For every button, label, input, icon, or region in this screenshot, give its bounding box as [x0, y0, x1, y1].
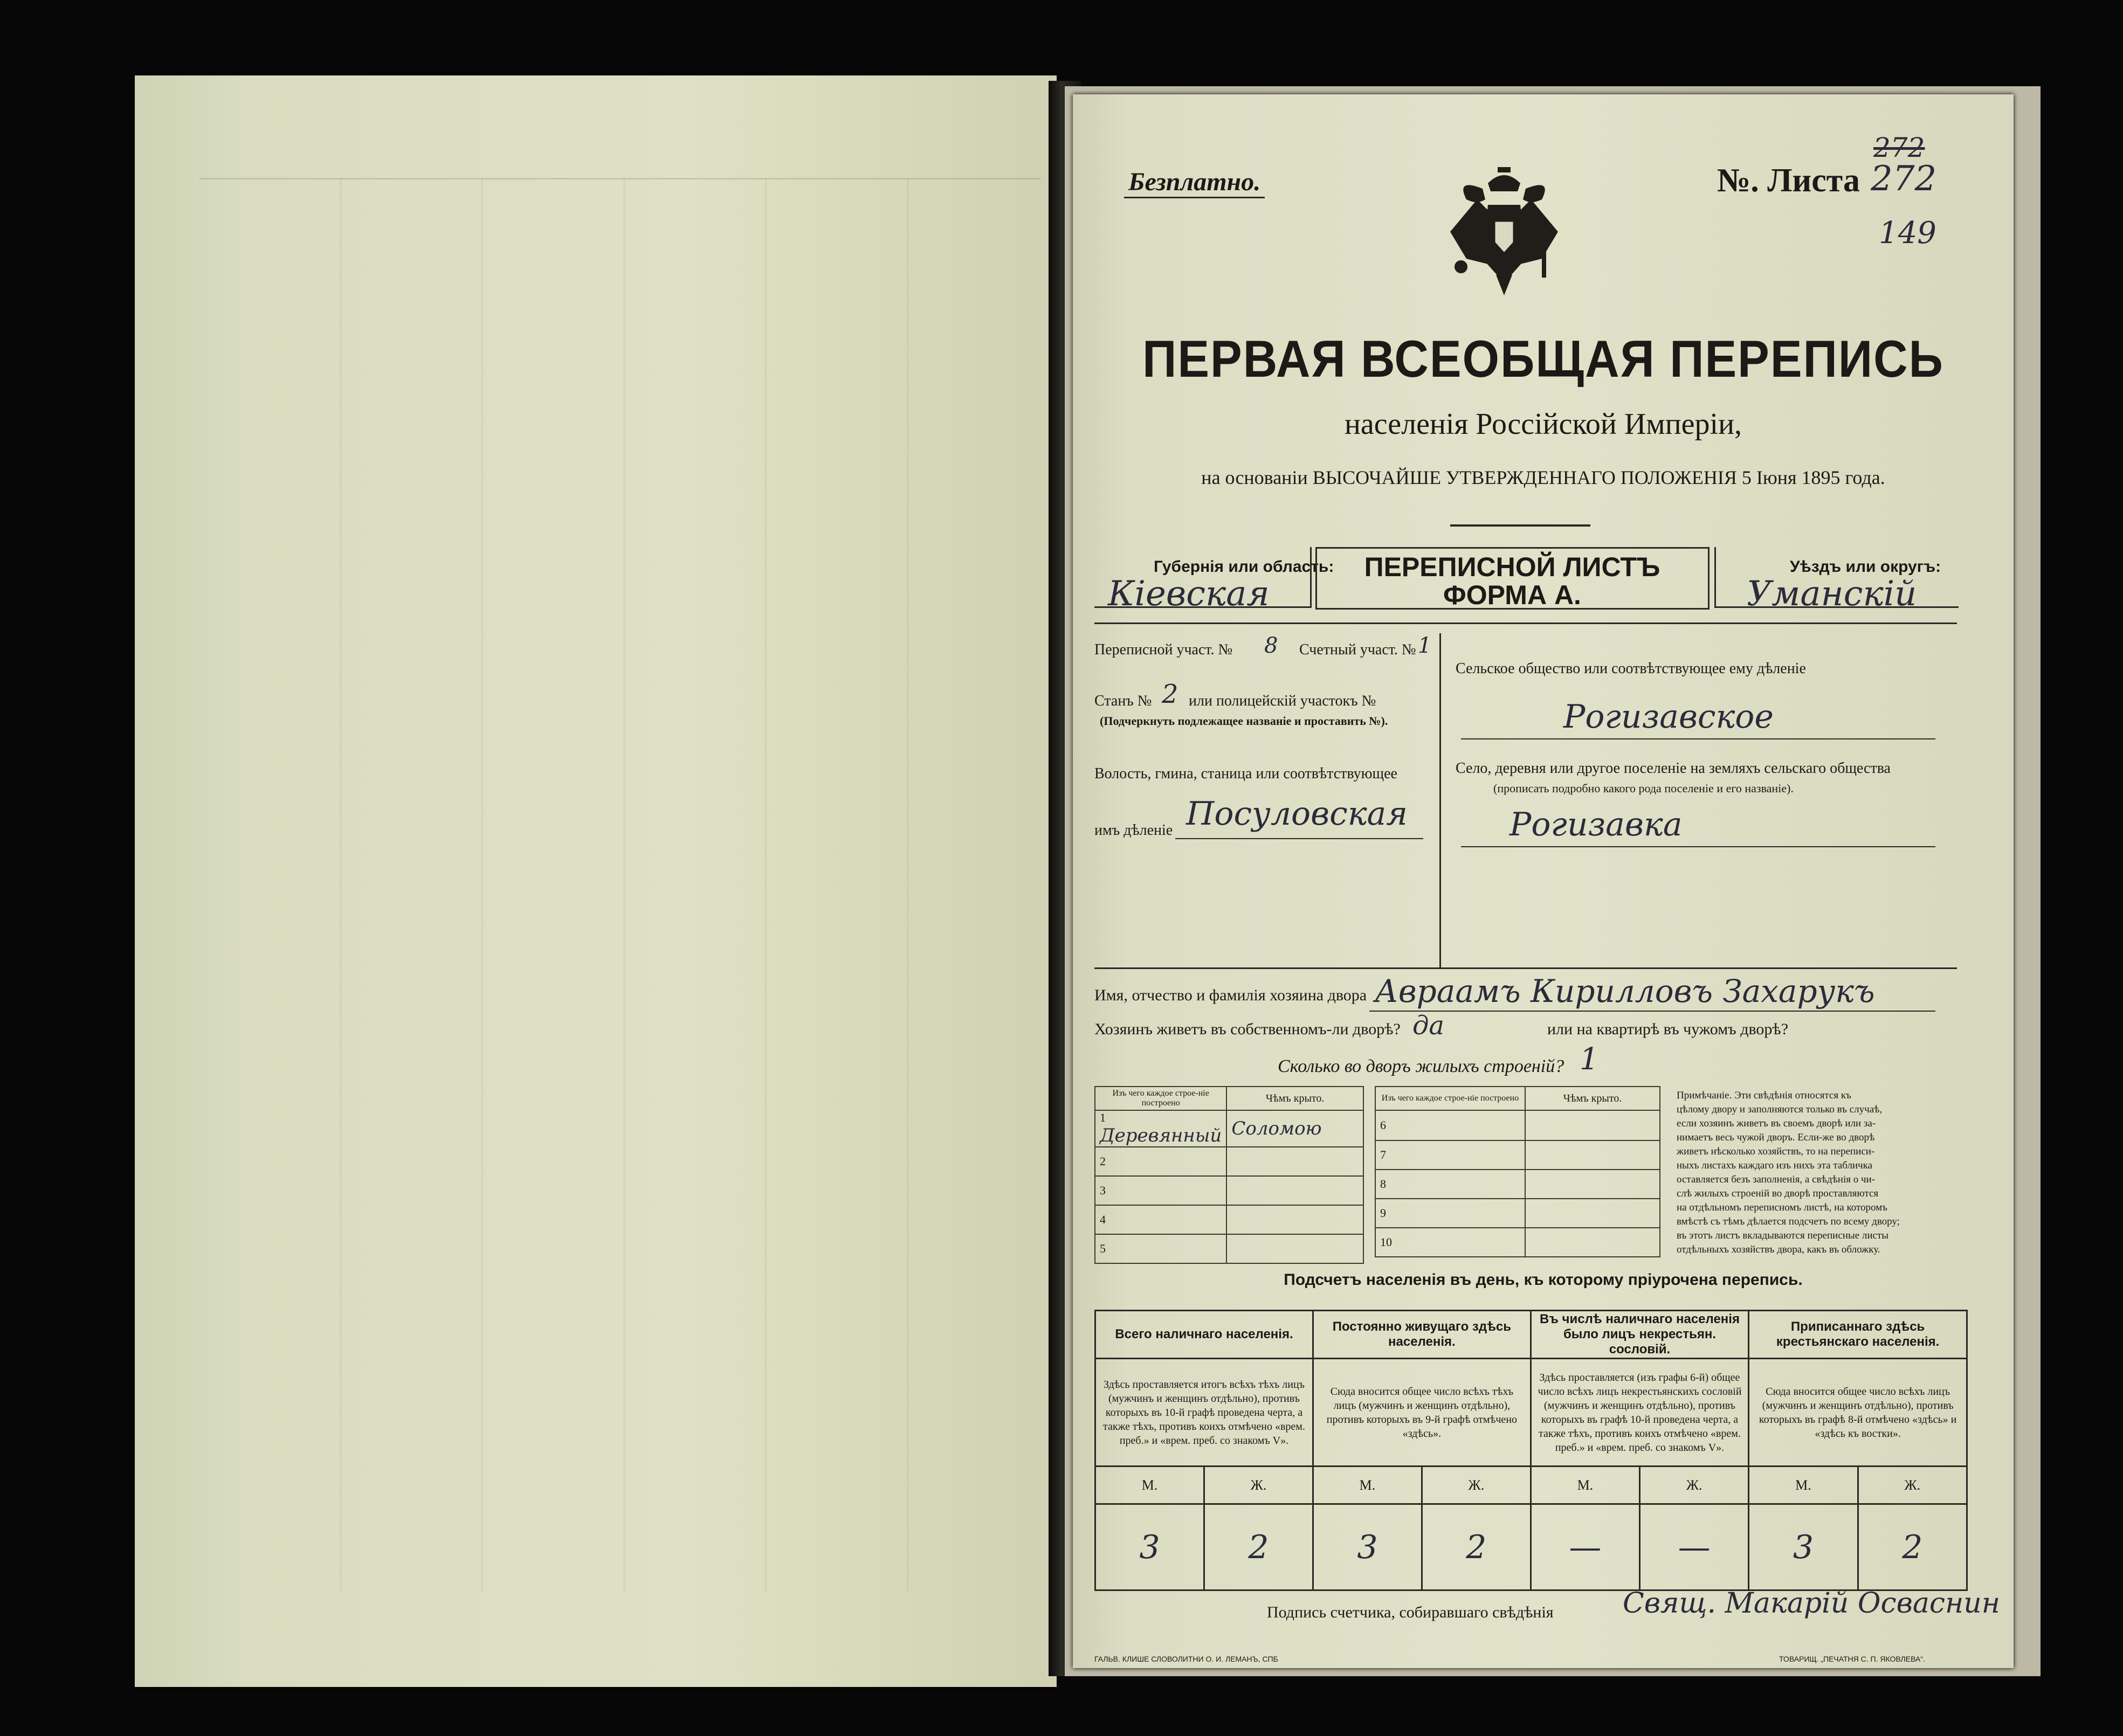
gubernia-label: Губернія или область:	[1154, 558, 1334, 576]
census-main-title: ПЕРВАЯ ВСЕОБЩАЯ ПЕРЕПИСЬ	[1142, 329, 1944, 388]
table-row	[1375, 1110, 1660, 1140]
buildings-table-left	[1094, 1086, 1364, 1264]
form-name: ФОРМА А.	[1443, 580, 1581, 610]
volost-label: Волость, гмина, станица или соотвѣтствующее	[1094, 765, 1397, 782]
left-page-blank	[135, 75, 1057, 1687]
uchastok-label: Переписной участ. №	[1094, 641, 1233, 658]
section-rule-2	[1094, 967, 1957, 969]
footer-right: ТОВАРИЩ. „ПЕЧАТНЯ С. П. ЯКОВЛЕВА“.	[1779, 1655, 1925, 1663]
m-label: М.	[1095, 1467, 1204, 1504]
table-row	[1095, 1147, 1363, 1176]
volost-value: Посуловская	[1186, 795, 1408, 833]
schetny-label: Счетный участ. №	[1299, 641, 1416, 658]
village-underline	[1461, 846, 1935, 847]
zh-label: Ж.	[1204, 1467, 1313, 1504]
society-underline	[1461, 738, 1935, 739]
note-line: живетъ нѣсколько хозяйствъ, то на переписи-	[1677, 1146, 1875, 1157]
free-label: Безплатно.	[1124, 167, 1265, 198]
uchastok-value: 8	[1264, 633, 1278, 658]
table-row	[1375, 1228, 1660, 1257]
table-row	[1375, 1170, 1660, 1199]
lives-label: Хозяинъ живетъ въ собственномъ-ли дворѣ?	[1094, 1020, 1401, 1038]
census-form-page	[1073, 94, 2014, 1668]
imperial-eagle-emblem	[1445, 167, 1563, 296]
row-number: 10	[1375, 1228, 1525, 1257]
stan-label: Станъ №	[1094, 693, 1152, 709]
sheet-number-extra: 149	[1879, 216, 1936, 251]
census-basis-line: на основаніи ВЫСОЧАЙШЕ УТВЕРЖДЕННАГО ПОЛОЖЕНІЯ 5 Іюня 1895 года.	[1201, 467, 1885, 488]
volost-label-2: имъ дѣленіе	[1094, 822, 1173, 839]
count-value: 2	[1422, 1504, 1531, 1590]
owner-underline	[1369, 1011, 1935, 1012]
count-col1-head: Всего наличнаго населенія.	[1095, 1311, 1313, 1359]
row-number: 9	[1375, 1199, 1525, 1228]
count-col3-desc: Здѣсь проставляется (изъ графы 6-й) общее число всѣхъ лицъ некрестьянскихъ сословій (мужчинъ и женщинъ отдѣльно), противъ которыхъ въ графѣ 10-й проведена черта, а также тѣхъ, противъ коихъ отмѣчено «врем. преб.» и «врем. преб. со знакомъ V».	[1531, 1359, 1749, 1467]
uezd-label: Уѣздъ или округъ:	[1790, 558, 1941, 576]
table-row	[1095, 1234, 1363, 1263]
gubernia-value: Кіевская	[1108, 574, 1270, 614]
section-rule	[1094, 623, 1957, 624]
row-number: 2	[1095, 1147, 1226, 1176]
col-material-header: Изъ чего каждое строе-ніе построено	[1375, 1087, 1525, 1110]
lives-label-2: или на квартирѣ въ чужомъ дворѣ?	[1547, 1020, 1789, 1038]
note-line: Примѣчаніе. Эти свѣдѣнія относятся къ	[1677, 1090, 1851, 1101]
signature-label: Подпись счетчика, собиравшаго свѣдѣнія	[1267, 1603, 1554, 1621]
note-line: на отдѣльномъ переписномъ листѣ, на которомъ	[1677, 1202, 1888, 1213]
count-col2-head: Постоянно живущаго здѣсь населенія.	[1313, 1311, 1531, 1359]
row-number: 6	[1375, 1110, 1525, 1140]
note-line: вмѣстѣ съ тѣмъ дѣлается подсчетъ по всему двору;	[1677, 1216, 1900, 1227]
uezd-value: Уманскій	[1747, 574, 1917, 614]
count-col4-head: Приписаннаго здѣсь крестьянскаго населенія.	[1749, 1311, 1967, 1359]
m-label: М.	[1313, 1467, 1422, 1504]
note-line: цѣлому двору и заполняются только въ случаѣ,	[1677, 1104, 1883, 1115]
building-material: Деревянный	[1100, 1125, 1222, 1146]
sheet-number-struck: 272	[1873, 132, 1925, 163]
zh-label: Ж.	[1640, 1467, 1749, 1504]
note-line: слѣ жилыхъ строеній во дворѣ проставляются	[1677, 1188, 1879, 1199]
stan-value: 2	[1162, 679, 1178, 709]
count-value: 2	[1204, 1504, 1313, 1590]
note-line: въ этотъ листъ вкладываются переписные листы	[1677, 1230, 1889, 1241]
village-value: Рогизавка	[1509, 806, 1683, 843]
note-line: отдѣльныхъ хозяйствъ двора, какъ въ обложку.	[1677, 1244, 1880, 1255]
building-roof: Соломою	[1226, 1110, 1363, 1147]
zh-label: Ж.	[1422, 1467, 1531, 1504]
police-label: или полицейскій участокъ №	[1189, 693, 1376, 709]
count-value: 3	[1095, 1504, 1204, 1590]
table-row	[1375, 1199, 1660, 1228]
sheet-number-label: №. Листа	[1717, 162, 1860, 199]
note-line: оставляется безъ заполненія, а свѣдѣнія о чи-	[1677, 1174, 1876, 1185]
volost-underline	[1175, 838, 1423, 839]
village-note: (прописать подробно какого рода поселеніе и его названіе).	[1493, 781, 1794, 795]
bleed-through-grid	[199, 178, 1040, 1592]
footer-left: ГАЛЬВ. КЛИШЕ СЛОВОЛИТНИ О. И. ЛЕМАНЪ, СПБ	[1094, 1655, 1278, 1663]
buildings-value: 1	[1580, 1042, 1599, 1077]
owner-label: Имя, отчество и фамилія хозяина двора	[1094, 986, 1367, 1004]
section-vertical-rule	[1439, 633, 1441, 967]
row-number: 4	[1095, 1205, 1226, 1234]
row-number: 1	[1100, 1111, 1106, 1124]
col-material-header: Изъ чего каждое строе-ніе построено	[1095, 1087, 1226, 1110]
sheet-number-value: 272	[1871, 159, 1937, 199]
row-number: 8	[1375, 1170, 1525, 1199]
col-roof-header: Чѣмъ крыто.	[1525, 1087, 1660, 1110]
count-value: 2	[1858, 1504, 1967, 1590]
count-col4-desc: Сюда вносится общее число всѣхъ лицъ (мужчинъ и женщинъ отдѣльно), противъ которыхъ въ графѣ 8-й отмѣчено «здѣсь» и «здѣсь къ востки».	[1749, 1359, 1967, 1467]
m-label: М.	[1749, 1467, 1858, 1504]
buildings-note	[1677, 1089, 1946, 1257]
signature-value: Свящ. Макарій Осваснин	[1623, 1587, 2000, 1620]
society-value: Рогизавское	[1563, 698, 1774, 736]
schetny-value: 1	[1418, 633, 1432, 658]
count-value: 3	[1313, 1504, 1422, 1590]
title-divider	[1450, 524, 1590, 527]
count-value: —	[1531, 1504, 1639, 1590]
row-number: 5	[1095, 1234, 1226, 1263]
count-value: —	[1640, 1504, 1749, 1590]
count-col3-head: Въ числѣ наличнаго населенія было лицъ некрестьян. сословій.	[1531, 1311, 1749, 1359]
count-value: 3	[1749, 1504, 1858, 1590]
buildings-table-right	[1375, 1086, 1660, 1257]
buildings-label: Сколько во дворъ жилыхъ строеній?	[1278, 1056, 1564, 1076]
row-number: 7	[1375, 1140, 1525, 1170]
table-row	[1095, 1176, 1363, 1205]
count-col1-desc: Здѣсь проставляется итогъ всѣхъ тѣхъ лицъ (мужчинъ и женщинъ отдѣльно), противъ которыхъ въ 10-й графѣ проведена черта, а также тѣхъ, противъ коихъ отмѣчено «врем. преб.» и «врем. преб. со знакомъ V».	[1095, 1359, 1313, 1467]
count-title: Подсчетъ населенія въ день, къ которому пріурочена перепись.	[1284, 1271, 1803, 1289]
village-label: Село, деревня или другое поселеніе на земляхъ сельскаго общества	[1456, 760, 1891, 777]
population-count-table	[1094, 1310, 1968, 1591]
count-col2-desc: Сюда вносится общее число всѣхъ тѣхъ лицъ (мужчинъ и женщинъ отдѣльно), противъ которыхъ въ 9-й графѣ отмѣчено «здѣсь».	[1313, 1359, 1531, 1467]
note-line: нимаетъ весь чужой дворъ. Если-же во дворѣ	[1677, 1132, 1875, 1143]
society-label: Сельское общество или соотвѣтствующее ему дѣленіе	[1456, 660, 1806, 677]
census-subtitle: населенія Россійской Имперіи,	[1344, 407, 1742, 441]
form-title: ПЕРЕПИСНОЙ ЛИСТЪ	[1364, 552, 1660, 582]
table-row	[1095, 1110, 1363, 1147]
col-roof-header: Чѣмъ крыто.	[1226, 1087, 1363, 1110]
m-label: М.	[1531, 1467, 1639, 1504]
row-number: 3	[1095, 1176, 1226, 1205]
note-line: ныхъ листахъ каждаго изъ нихъ эта табличка	[1677, 1160, 1873, 1171]
table-row	[1375, 1140, 1660, 1170]
owner-value: Авраамъ Кирилловъ Захарукъ	[1375, 973, 1875, 1009]
lives-value: да	[1412, 1011, 1445, 1041]
zh-label: Ж.	[1858, 1467, 1967, 1504]
note-line: если хозяинъ живетъ въ своемъ дворѣ или за-	[1677, 1118, 1876, 1129]
police-note: (Подчеркнуть подлежащее названіе и проставить №).	[1100, 714, 1388, 728]
table-row	[1095, 1205, 1363, 1234]
